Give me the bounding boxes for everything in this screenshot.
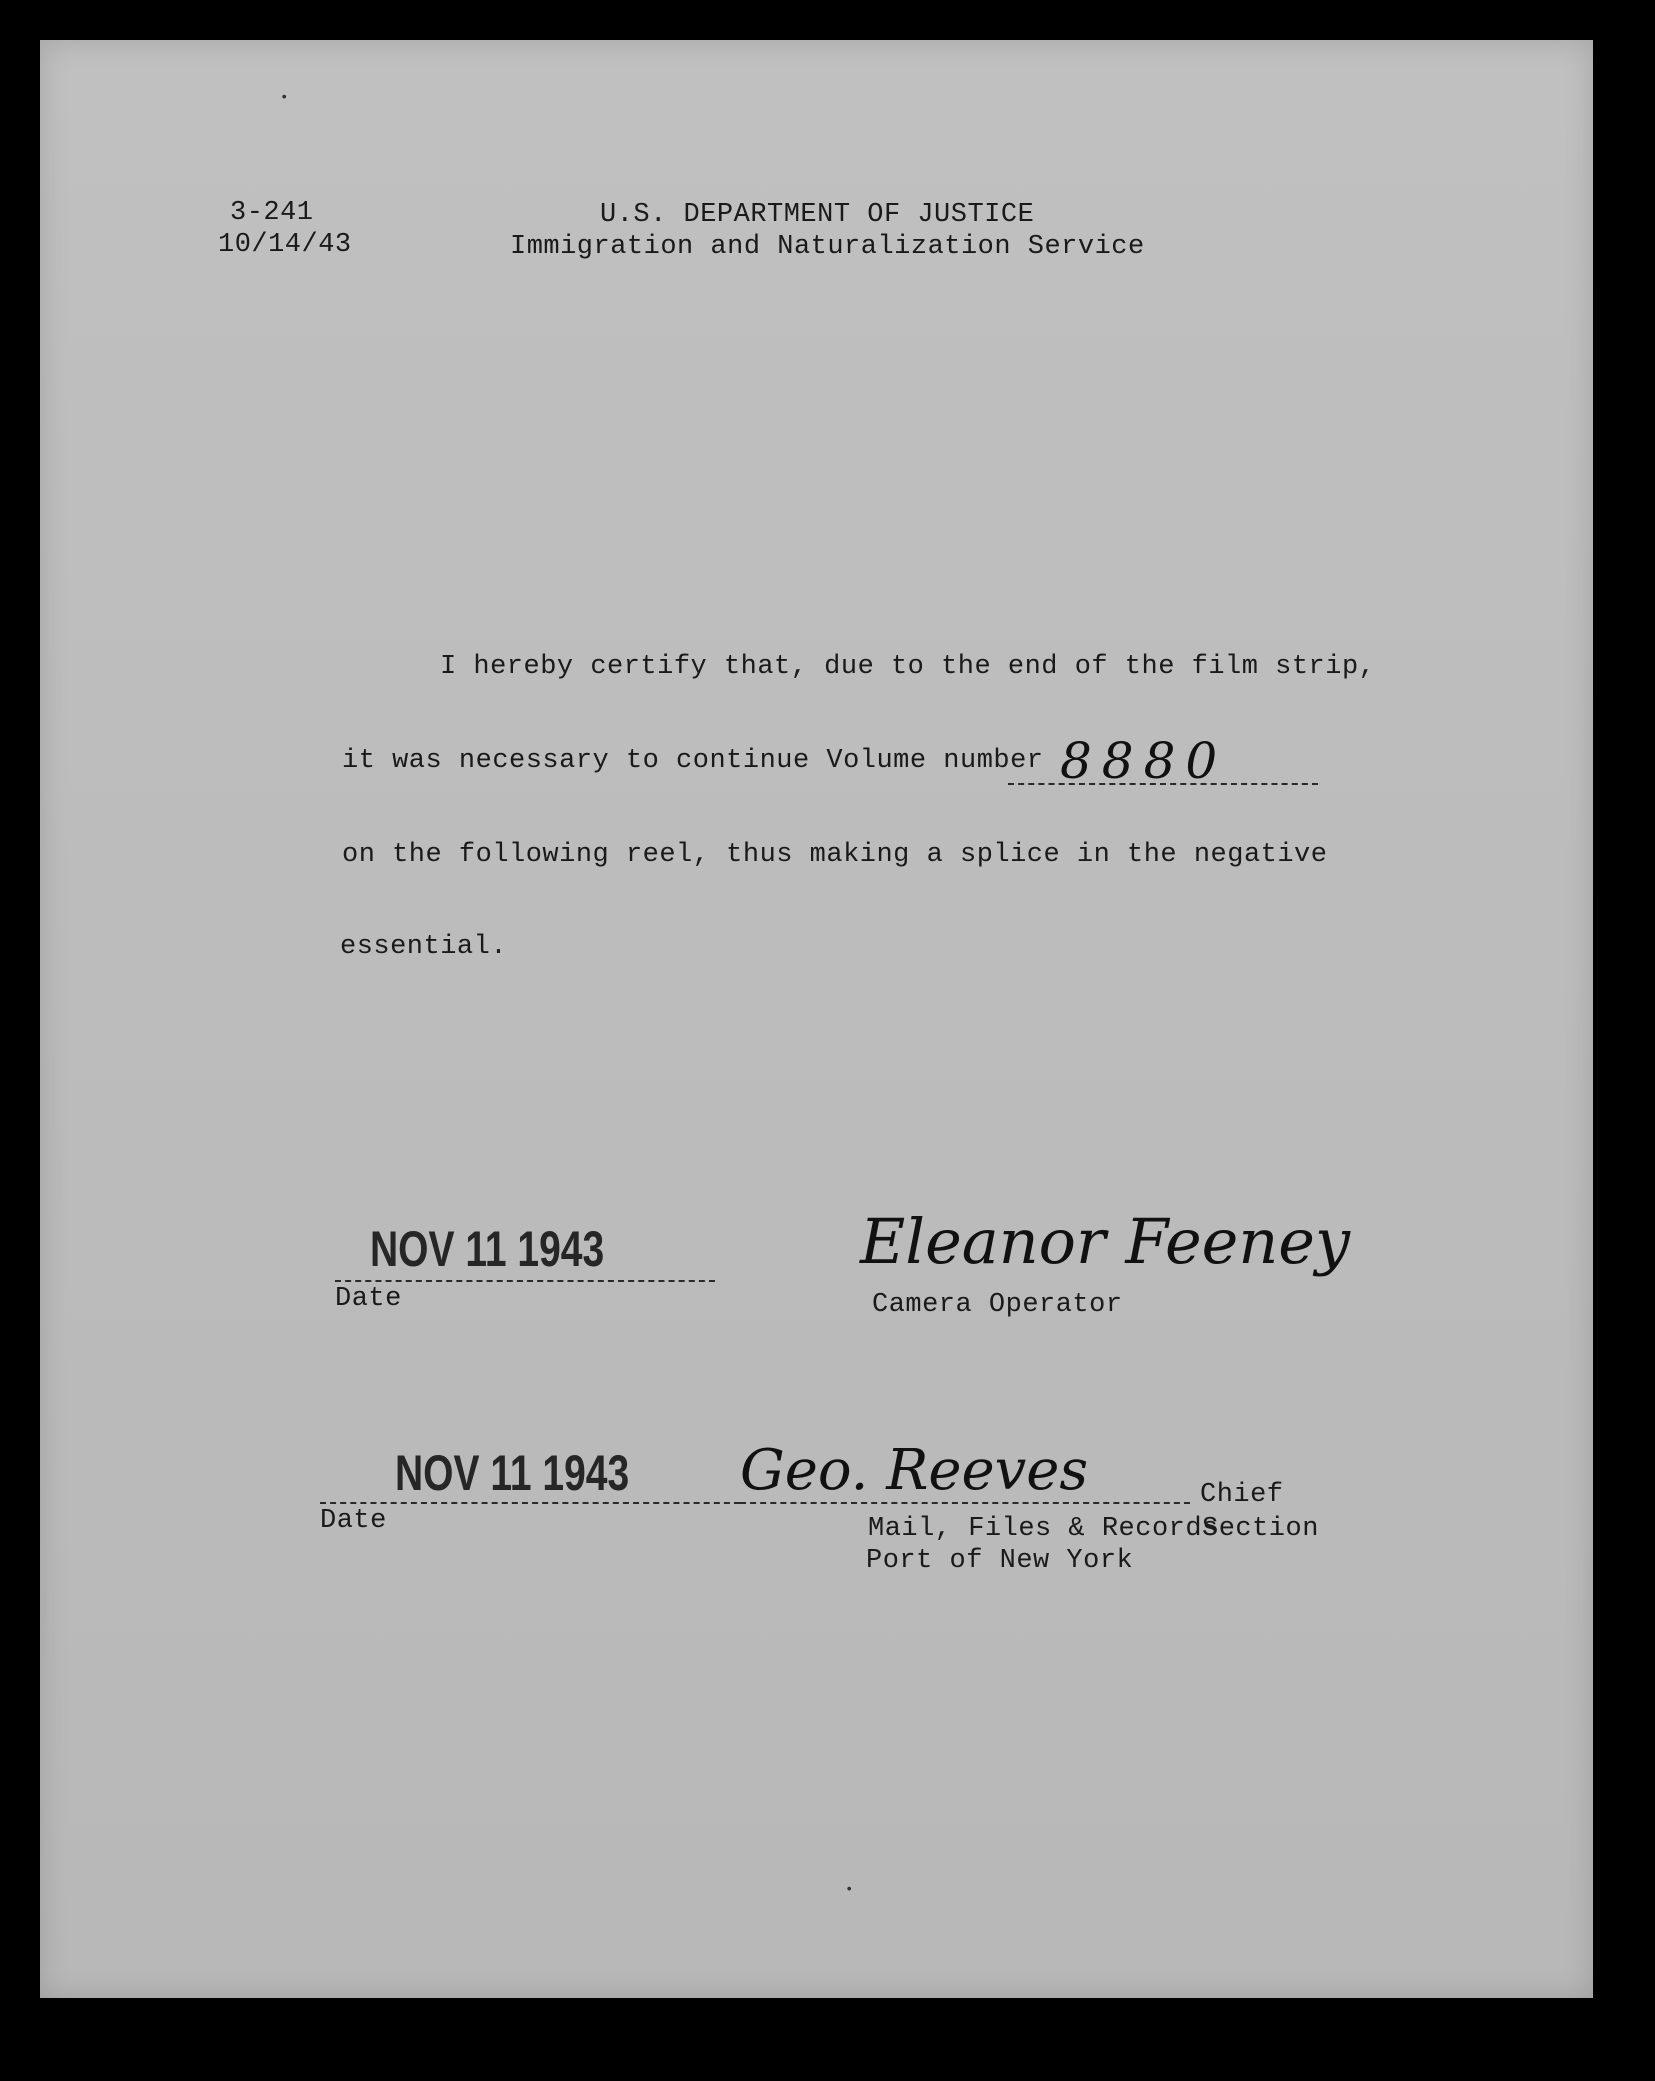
body-line-1: I hereby certify that, due to the end of the film strip,	[440, 652, 1376, 682]
date-line-2	[320, 1502, 740, 1504]
camera-operator-signature: Eleanor Feeney	[860, 1205, 1351, 1278]
body-line-3: on the following reel, thus making a splice in the negative	[342, 840, 1328, 870]
volume-number: 8880	[1060, 732, 1228, 790]
speck: •	[280, 90, 289, 106]
camera-operator-label: Camera Operator	[872, 1290, 1123, 1320]
form-number: 3-241	[230, 198, 314, 228]
chief-signature-line	[740, 1502, 1190, 1504]
body-line-2: it was necessary to continue Volume number	[342, 746, 1044, 776]
form-date: 10/14/43	[218, 230, 352, 260]
chief-label: Chief	[1200, 1480, 1284, 1510]
date-stamp-1: NOV 11 1943	[370, 1221, 605, 1277]
service-title: Immigration and Naturalization Service	[510, 232, 1145, 262]
document-page	[40, 40, 1593, 1998]
date-stamp-2: NOV 11 1943	[395, 1445, 630, 1501]
date-label-2: Date	[320, 1506, 387, 1536]
office-label: Mail, Files & Records	[868, 1514, 1219, 1544]
chief-signature: Geo. Reeves	[740, 1438, 1089, 1503]
body-line-4: essential.	[340, 932, 508, 962]
agency-title: U.S. DEPARTMENT OF JUSTICE	[600, 200, 1035, 230]
port-label: Port of New York	[866, 1546, 1134, 1576]
date-label-1: Date	[335, 1284, 402, 1314]
section-label: Section	[1202, 1514, 1319, 1544]
speck: •	[845, 1882, 854, 1898]
date-line-1	[335, 1280, 715, 1282]
